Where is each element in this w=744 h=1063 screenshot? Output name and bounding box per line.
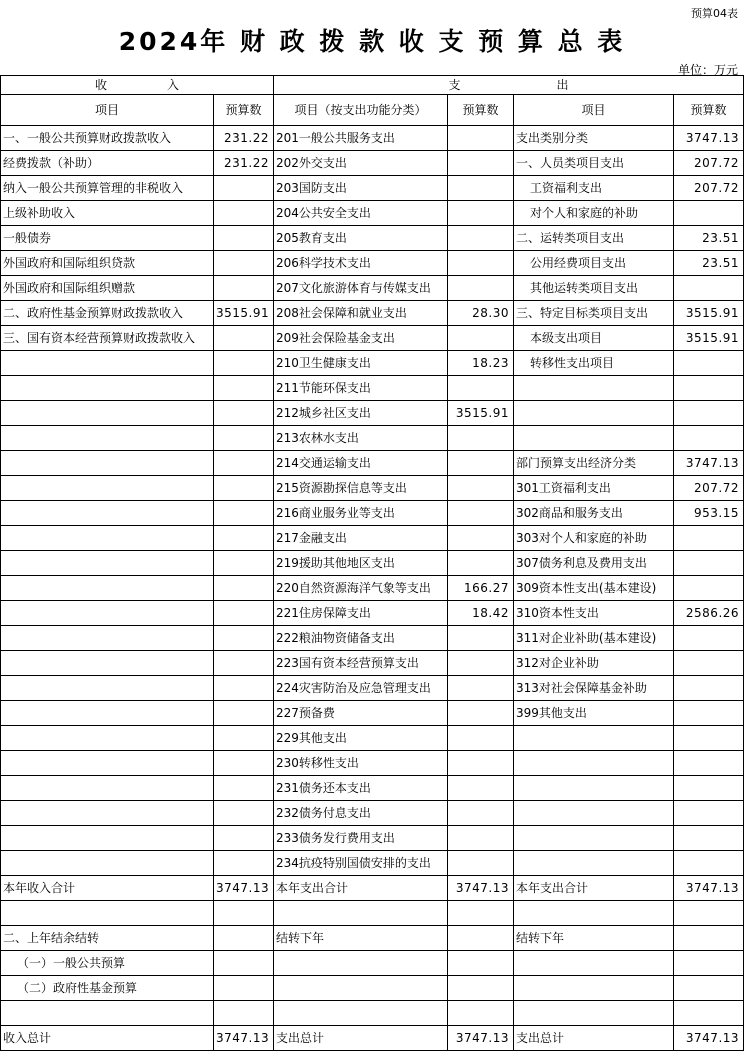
function-item-cell: 222粮油物资储备支出 — [274, 626, 448, 651]
category-item-cell — [514, 976, 674, 1001]
function-budget-cell — [448, 801, 514, 826]
category-budget-cell: 953.15 — [674, 501, 744, 526]
function-item-cell: 227预备费 — [274, 701, 448, 726]
category-budget-cell: 207.72 — [674, 151, 744, 176]
function-item-header: 项目（按支出功能分类） — [274, 95, 448, 126]
category-item-cell — [514, 426, 674, 451]
function-item-cell: 219援助其他地区支出 — [274, 551, 448, 576]
function-item-cell: 230转移性支出 — [274, 751, 448, 776]
category-budget-cell: 3515.91 — [674, 326, 744, 351]
category-item-cell: 对个人和家庭的补助 — [514, 201, 674, 226]
table-row — [1, 176, 744, 201]
table-row — [1, 601, 744, 626]
category-budget-cell — [674, 626, 744, 651]
income-item-cell — [1, 426, 214, 451]
table-header-group — [1, 76, 744, 95]
expense-header: 支 出 — [274, 76, 744, 95]
income-budget-cell — [214, 551, 274, 576]
category-item-cell — [514, 401, 674, 426]
category-item-cell — [514, 801, 674, 826]
function-item-cell: 202外交支出 — [274, 151, 448, 176]
category-budget-cell: 3515.91 — [674, 301, 744, 326]
category-budget-cell — [674, 801, 744, 826]
category-item-cell: 支出总计 — [514, 1026, 674, 1051]
income-budget-cell — [214, 1001, 274, 1026]
function-item-cell: 233债务发行费用支出 — [274, 826, 448, 851]
category-budget-cell: 3747.13 — [674, 451, 744, 476]
income-item-cell: 二、政府性基金预算财政拨款收入 — [1, 301, 214, 326]
function-budget-cell: 166.27 — [448, 576, 514, 601]
category-item-cell — [514, 901, 674, 926]
function-budget-cell — [448, 901, 514, 926]
function-item-cell: 211节能环保支出 — [274, 376, 448, 401]
income-item-cell — [1, 851, 214, 876]
category-budget-cell — [674, 701, 744, 726]
income-item-cell — [1, 1001, 214, 1026]
function-budget-cell — [448, 126, 514, 151]
function-item-cell: 207文化旅游体育与传媒支出 — [274, 276, 448, 301]
table-row — [1, 951, 744, 976]
income-budget-cell — [214, 526, 274, 551]
table-row — [1, 826, 744, 851]
function-item-cell — [274, 901, 448, 926]
category-budget-cell — [674, 901, 744, 926]
income-budget-cell — [214, 176, 274, 201]
table-row — [1, 701, 744, 726]
category-item-cell: 其他运转类项目支出 — [514, 276, 674, 301]
table-row — [1, 401, 744, 426]
category-item-cell: 302商品和服务支出 — [514, 501, 674, 526]
income-item-cell — [1, 476, 214, 501]
income-item-cell: 经费拨款（补助） — [1, 151, 214, 176]
income-item-cell — [1, 701, 214, 726]
function-budget-cell: 3747.13 — [448, 1026, 514, 1051]
function-item-cell: 支出总计 — [274, 1026, 448, 1051]
function-budget-cell — [448, 226, 514, 251]
category-item-cell — [514, 776, 674, 801]
income-item-cell: 收入总计 — [1, 1026, 214, 1051]
category-budget-cell: 2586.26 — [674, 601, 744, 626]
income-budget-cell — [214, 251, 274, 276]
category-item-cell: 公用经费项目支出 — [514, 251, 674, 276]
function-budget-cell — [448, 326, 514, 351]
function-item-cell: 232债务付息支出 — [274, 801, 448, 826]
function-budget-cell — [448, 626, 514, 651]
function-budget-cell — [448, 976, 514, 1001]
income-budget-cell — [214, 751, 274, 776]
function-budget-cell — [448, 151, 514, 176]
category-budget-cell — [674, 376, 744, 401]
table-row — [1, 651, 744, 676]
category-budget-cell: 3747.13 — [674, 126, 744, 151]
function-item-cell: 206科学技术支出 — [274, 251, 448, 276]
table-row — [1, 451, 744, 476]
function-budget-cell — [448, 551, 514, 576]
category-item-cell: 309资本性支出(基本建设) — [514, 576, 674, 601]
budget-table — [0, 75, 744, 1051]
category-item-cell: 部门预算支出经济分类 — [514, 451, 674, 476]
category-budget-cell: 207.72 — [674, 176, 744, 201]
income-item-cell: 上级补助收入 — [1, 201, 214, 226]
income-budget-cell — [214, 451, 274, 476]
income-budget-cell — [214, 401, 274, 426]
unit-label: 单位：万元 — [677, 63, 738, 77]
table-row — [1, 851, 744, 876]
function-item-cell: 234抗疫特别国债安排的支出 — [274, 851, 448, 876]
function-budget-header: 预算数 — [448, 95, 514, 126]
category-item-cell: 311对企业补助(基本建设) — [514, 626, 674, 651]
income-budget-cell — [214, 601, 274, 626]
function-item-cell: 221住房保障支出 — [274, 601, 448, 626]
function-item-cell: 结转下年 — [274, 926, 448, 951]
function-budget-cell — [448, 476, 514, 501]
income-budget-cell — [214, 226, 274, 251]
table-row — [1, 801, 744, 826]
income-item-cell — [1, 801, 214, 826]
table-row — [1, 301, 744, 326]
function-budget-cell — [448, 501, 514, 526]
table-row — [1, 351, 744, 376]
income-budget-cell — [214, 726, 274, 751]
income-item-cell: （一）一般公共预算 — [1, 951, 214, 976]
category-budget-cell: 207.72 — [674, 476, 744, 501]
table-row — [1, 326, 744, 351]
income-item-cell — [1, 551, 214, 576]
table-row — [1, 201, 744, 226]
function-budget-cell — [448, 251, 514, 276]
function-item-cell: 203国防支出 — [274, 176, 448, 201]
income-item-cell — [1, 826, 214, 851]
category-budget-cell — [674, 426, 744, 451]
page-title: 2024年 财 政 拨 款 收 支 预 算 总 表 — [118, 27, 626, 56]
income-budget-cell — [214, 651, 274, 676]
income-item-cell — [1, 776, 214, 801]
category-budget-cell — [674, 726, 744, 751]
income-item-cell — [1, 901, 214, 926]
income-budget-cell — [214, 276, 274, 301]
income-budget-cell — [214, 626, 274, 651]
table-row — [1, 526, 744, 551]
income-budget-cell — [214, 951, 274, 976]
income-budget-cell — [214, 351, 274, 376]
function-budget-cell: 3515.91 — [448, 401, 514, 426]
function-item-cell: 231债务还本支出 — [274, 776, 448, 801]
income-budget-header: 预算数 — [214, 95, 274, 126]
function-budget-cell — [448, 201, 514, 226]
function-item-cell: 212城乡社区支出 — [274, 401, 448, 426]
table-header-row — [1, 95, 744, 126]
category-item-cell — [514, 376, 674, 401]
category-budget-cell — [674, 751, 744, 776]
income-item-cell — [1, 601, 214, 626]
function-item-cell: 214交通运输支出 — [274, 451, 448, 476]
function-item-cell: 216商业服务业等支出 — [274, 501, 448, 526]
income-item-cell: 外国政府和国际组织赠款 — [1, 276, 214, 301]
function-budget-cell — [448, 176, 514, 201]
function-item-cell: 210卫生健康支出 — [274, 351, 448, 376]
table-row — [1, 276, 744, 301]
income-budget-cell: 3515.91 — [214, 301, 274, 326]
function-item-cell: 201一般公共服务支出 — [274, 126, 448, 151]
function-item-cell: 209社会保险基金支出 — [274, 326, 448, 351]
income-item-cell — [1, 376, 214, 401]
table-row — [1, 926, 744, 951]
income-item-cell — [1, 676, 214, 701]
function-budget-cell — [448, 276, 514, 301]
function-item-cell: 224灾害防治及应急管理支出 — [274, 676, 448, 701]
income-budget-cell — [214, 676, 274, 701]
category-item-header: 项目 — [514, 95, 674, 126]
income-budget-cell — [214, 901, 274, 926]
category-budget-cell — [674, 401, 744, 426]
table-row — [1, 676, 744, 701]
function-budget-cell: 18.23 — [448, 351, 514, 376]
function-budget-cell — [448, 526, 514, 551]
table-row — [1, 226, 744, 251]
category-item-cell — [514, 826, 674, 851]
income-header: 收 入 — [1, 76, 274, 95]
category-budget-cell — [674, 1001, 744, 1026]
income-budget-cell — [214, 701, 274, 726]
income-item-cell: 一、一般公共预算财政拨款收入 — [1, 126, 214, 151]
income-budget-cell — [214, 826, 274, 851]
function-item-cell: 204公共安全支出 — [274, 201, 448, 226]
category-item-cell: 313对社会保障基金补助 — [514, 676, 674, 701]
income-budget-cell — [214, 976, 274, 1001]
income-budget-cell: 3747.13 — [214, 1026, 274, 1051]
income-budget-cell — [214, 376, 274, 401]
category-budget-cell — [674, 676, 744, 701]
income-item-cell: （二）政府性基金预算 — [1, 976, 214, 1001]
function-budget-cell — [448, 826, 514, 851]
category-item-cell: 一、人员类项目支出 — [514, 151, 674, 176]
income-budget-cell — [214, 201, 274, 226]
function-budget-cell — [448, 426, 514, 451]
category-budget-cell — [674, 826, 744, 851]
table-row — [1, 976, 744, 1001]
function-item-cell: 229其他支出 — [274, 726, 448, 751]
table-row — [1, 576, 744, 601]
function-budget-cell — [448, 1001, 514, 1026]
function-item-cell: 217金融支出 — [274, 526, 448, 551]
category-item-cell: 结转下年 — [514, 926, 674, 951]
category-item-cell — [514, 851, 674, 876]
function-item-cell — [274, 1001, 448, 1026]
function-budget-cell — [448, 726, 514, 751]
table-row — [1, 501, 744, 526]
category-item-cell: 310资本性支出 — [514, 601, 674, 626]
table-row — [1, 626, 744, 651]
table-row — [1, 776, 744, 801]
function-budget-cell — [448, 776, 514, 801]
category-budget-cell — [674, 201, 744, 226]
function-budget-cell: 3747.13 — [448, 876, 514, 901]
category-budget-cell — [674, 651, 744, 676]
category-item-cell — [514, 1001, 674, 1026]
function-budget-cell — [448, 651, 514, 676]
table-row — [1, 126, 744, 151]
income-budget-cell — [214, 326, 274, 351]
income-item-cell: 纳入一般公共预算管理的非税收入 — [1, 176, 214, 201]
function-item-cell — [274, 951, 448, 976]
table-row — [1, 151, 744, 176]
document-code: 预算04表 — [691, 7, 738, 20]
category-budget-cell — [674, 851, 744, 876]
category-item-cell: 二、运转类项目支出 — [514, 226, 674, 251]
table-row — [1, 876, 744, 901]
income-item-cell: 三、国有资本经营预算财政拨款收入 — [1, 326, 214, 351]
function-budget-cell: 28.30 — [448, 301, 514, 326]
function-budget-cell — [448, 926, 514, 951]
category-item-cell — [514, 726, 674, 751]
function-item-cell: 208社会保障和就业支出 — [274, 301, 448, 326]
category-item-cell: 312对企业补助 — [514, 651, 674, 676]
table-row — [1, 726, 744, 751]
function-item-cell: 220自然资源海洋气象等支出 — [274, 576, 448, 601]
category-budget-cell: 23.51 — [674, 226, 744, 251]
table-row — [1, 901, 744, 926]
category-budget-cell — [674, 776, 744, 801]
category-budget-header: 预算数 — [674, 95, 744, 126]
function-item-cell: 215资源勘探信息等支出 — [274, 476, 448, 501]
income-item-cell: 本年收入合计 — [1, 876, 214, 901]
function-budget-cell — [448, 451, 514, 476]
category-item-cell — [514, 951, 674, 976]
income-budget-cell — [214, 476, 274, 501]
category-item-cell: 307债务利息及费用支出 — [514, 551, 674, 576]
income-budget-cell — [214, 501, 274, 526]
category-item-cell: 三、特定目标类项目支出 — [514, 301, 674, 326]
category-item-cell — [514, 751, 674, 776]
category-budget-cell: 23.51 — [674, 251, 744, 276]
function-budget-cell — [448, 701, 514, 726]
table-row — [1, 551, 744, 576]
category-item-cell: 转移性支出项目 — [514, 351, 674, 376]
category-item-cell: 工资福利支出 — [514, 176, 674, 201]
category-item-cell: 301工资福利支出 — [514, 476, 674, 501]
income-budget-cell: 3747.13 — [214, 876, 274, 901]
category-budget-cell — [674, 976, 744, 1001]
income-item-cell — [1, 501, 214, 526]
table-row — [1, 476, 744, 501]
category-item-cell: 本年支出合计 — [514, 876, 674, 901]
function-budget-cell — [448, 951, 514, 976]
category-budget-cell — [674, 576, 744, 601]
function-item-cell: 213农林水支出 — [274, 426, 448, 451]
income-budget-cell — [214, 776, 274, 801]
category-budget-cell — [674, 276, 744, 301]
function-item-cell — [274, 976, 448, 1001]
table-row — [1, 1001, 744, 1026]
income-item-header: 项目 — [1, 95, 214, 126]
income-budget-cell — [214, 801, 274, 826]
table-row — [1, 376, 744, 401]
income-item-cell: 外国政府和国际组织贷款 — [1, 251, 214, 276]
income-budget-cell — [214, 426, 274, 451]
category-item-cell: 本级支出项目 — [514, 326, 674, 351]
income-item-cell — [1, 576, 214, 601]
income-budget-cell — [214, 926, 274, 951]
table-row — [1, 251, 744, 276]
function-item-cell: 205教育支出 — [274, 226, 448, 251]
category-budget-cell — [674, 526, 744, 551]
table-row — [1, 426, 744, 451]
income-budget-cell — [214, 851, 274, 876]
table-row — [1, 1026, 744, 1051]
income-item-cell — [1, 726, 214, 751]
income-item-cell — [1, 451, 214, 476]
category-budget-cell — [674, 551, 744, 576]
category-item-cell: 399其他支出 — [514, 701, 674, 726]
table-row — [1, 751, 744, 776]
function-item-cell: 本年支出合计 — [274, 876, 448, 901]
category-budget-cell — [674, 951, 744, 976]
function-budget-cell — [448, 376, 514, 401]
income-budget-cell — [214, 576, 274, 601]
function-budget-cell: 18.42 — [448, 601, 514, 626]
category-budget-cell — [674, 351, 744, 376]
category-item-cell: 303对个人和家庭的补助 — [514, 526, 674, 551]
function-item-cell: 223国有资本经营预算支出 — [274, 651, 448, 676]
income-item-cell: 二、上年结余结转 — [1, 926, 214, 951]
income-item-cell — [1, 626, 214, 651]
income-item-cell: 一般债券 — [1, 226, 214, 251]
income-budget-cell: 231.22 — [214, 126, 274, 151]
income-item-cell — [1, 751, 214, 776]
income-item-cell — [1, 651, 214, 676]
function-budget-cell — [448, 851, 514, 876]
function-budget-cell — [448, 751, 514, 776]
category-budget-cell: 3747.13 — [674, 876, 744, 901]
category-budget-cell: 3747.13 — [674, 1026, 744, 1051]
income-budget-cell: 231.22 — [214, 151, 274, 176]
income-item-cell — [1, 401, 214, 426]
function-budget-cell — [448, 676, 514, 701]
income-item-cell — [1, 526, 214, 551]
income-item-cell — [1, 351, 214, 376]
category-item-cell: 支出类别分类 — [514, 126, 674, 151]
category-budget-cell — [674, 926, 744, 951]
